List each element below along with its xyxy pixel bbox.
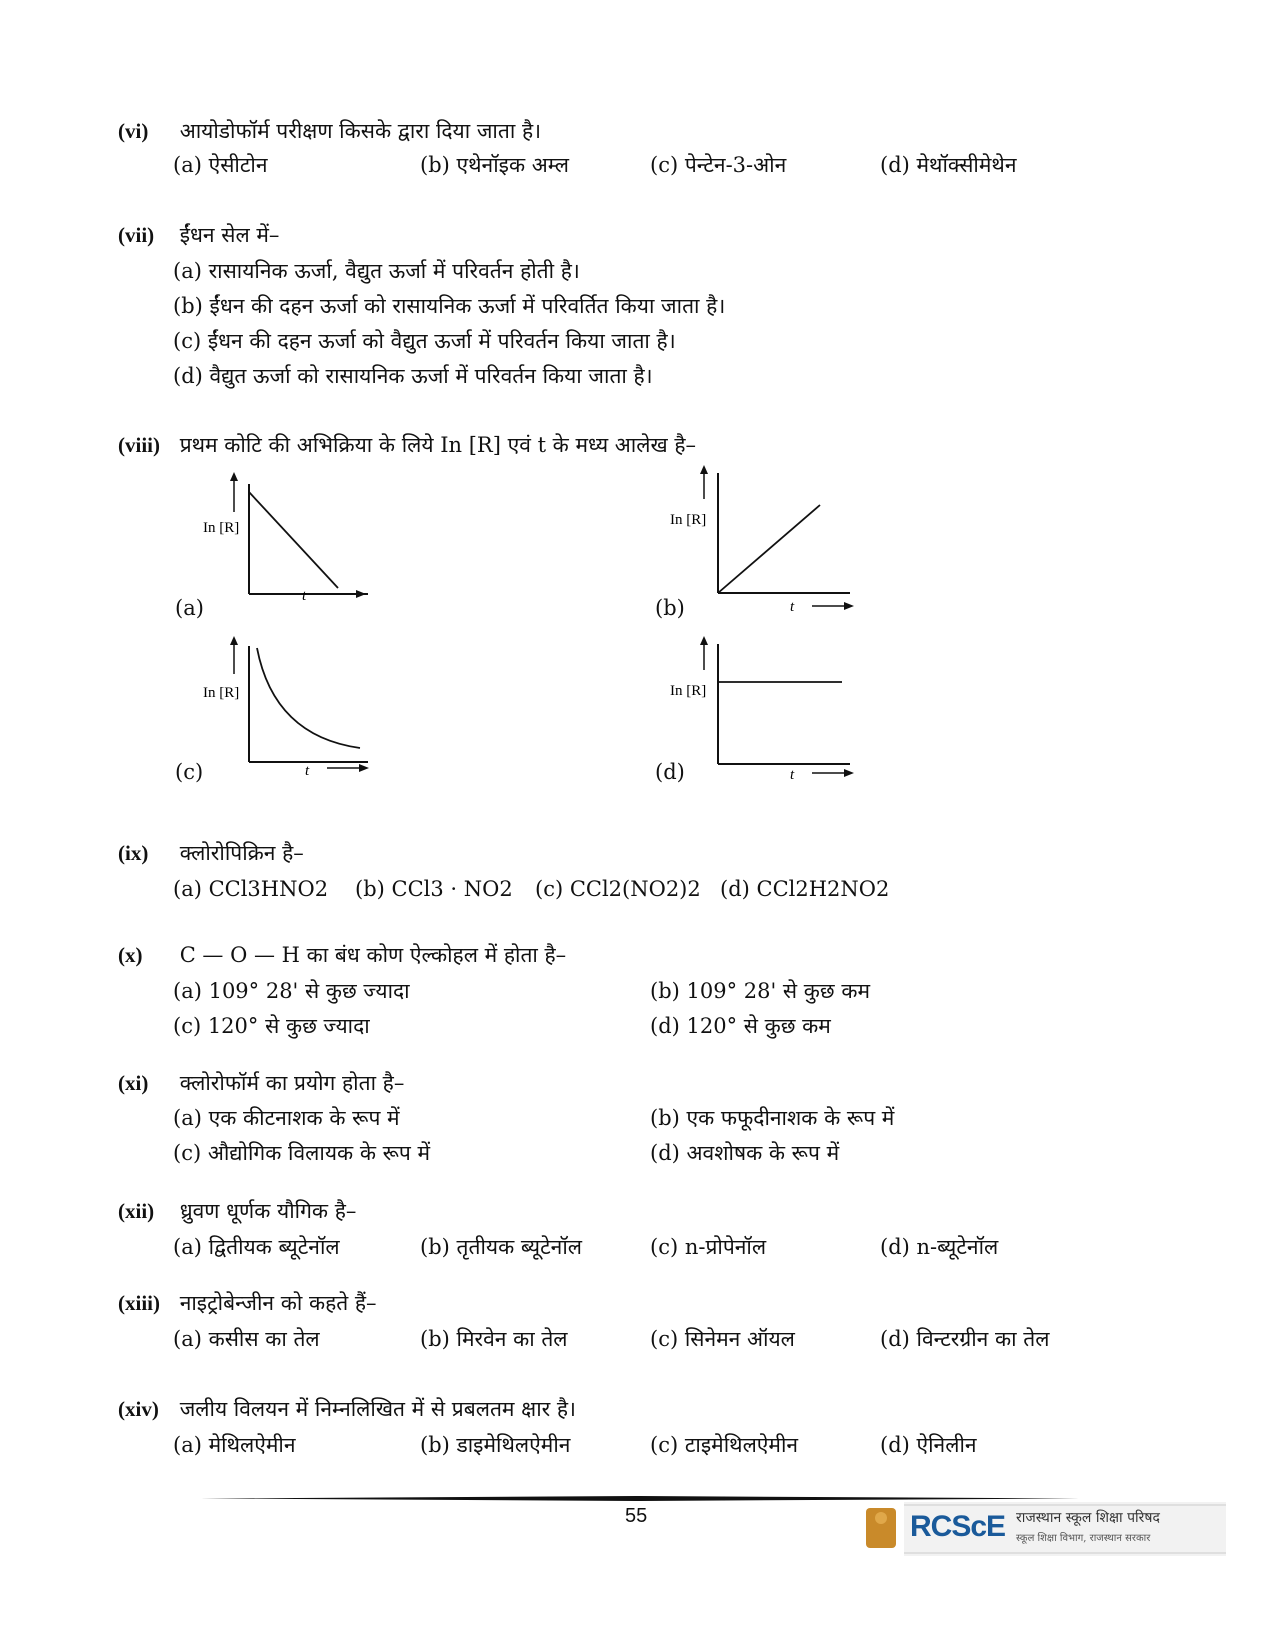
question-text: C — O — H का बंध कोण ऐल्कोहल में होता है–	[179, 943, 567, 967]
graph-c-label: (c)	[175, 760, 204, 784]
option-b: (b) ईंधन की दहन ऊर्जा को रासायनिक ऊर्जा में परिवर्तित किया जाता है।	[173, 294, 726, 318]
question-number: (xiii)	[118, 1291, 160, 1315]
option-d: (d) CCl2H2NO2	[720, 877, 890, 901]
question-xiii	[118, 1288, 377, 1318]
option-b: (b) तृतीयक ब्यूटेनॉल	[420, 1235, 582, 1259]
graph-b-xlabel: t	[790, 599, 795, 615]
question-text: जलीय विलयन में निम्नलिखित में से प्रबलतम क्षार है।	[179, 1397, 577, 1421]
option-b: (b) डाइमेथिलऐमीन	[420, 1433, 571, 1457]
graph-b-line	[718, 505, 820, 593]
option-c: (c) ईंधन की दहन ऊर्जा को वैद्युत ऊर्जा में परिवर्तन किया जाता है।	[173, 329, 676, 353]
question-number: (x)	[118, 943, 143, 967]
option-a: (a) द्वितीयक ब्यूटेनॉल	[173, 1235, 340, 1259]
option-c: (c) पेन्टेन-3-ओन	[650, 153, 787, 177]
graph-d-label: (d)	[655, 760, 685, 784]
question-viii	[118, 430, 696, 460]
question-vii	[118, 220, 279, 250]
option-a: (a) एक कीटनाशक के रूप में	[173, 1106, 400, 1130]
question-ix	[118, 838, 304, 868]
graph-a-line	[249, 492, 338, 588]
option-a: (a) रासायनिक ऊर्जा, वैद्युत ऊर्जा में परिवर्तन होती है।	[173, 259, 580, 283]
question-xi	[118, 1068, 404, 1098]
question-text: ईंधन सेल में–	[179, 223, 280, 247]
graph-a-ylabel: In [R]	[203, 520, 240, 536]
graph-a-label: (a)	[175, 596, 204, 620]
question-text: क्लोरोपिक्रिन है–	[179, 841, 304, 865]
question-number: (ix)	[118, 841, 149, 865]
option-c: (c) 120° से कुछ ज्यादा	[173, 1014, 370, 1038]
logo-text: RCScE	[910, 1510, 1006, 1543]
graph-a-xaxis	[300, 582, 380, 604]
option-d: (d) n-ब्यूटेनॉल	[880, 1235, 999, 1259]
option-a: (a) 109° 28' से कुछ ज्यादा	[173, 979, 410, 1003]
option-c: (c) टाइमेथिलऐमीन	[650, 1433, 799, 1457]
option-d: (d) विन्टरग्रीन का तेल	[880, 1327, 1050, 1351]
option-b: (b) CCl3 · NO2	[355, 877, 513, 901]
logo-subtitle: राजस्थान स्कूल शिक्षा परिषद	[1016, 1510, 1160, 1526]
option-c: (c) n-प्रोपेनॉल	[650, 1235, 767, 1259]
option-d: (d) ऐनिलीन	[880, 1433, 977, 1457]
page-number: 55	[625, 1505, 648, 1527]
graph-c-curve	[257, 648, 360, 748]
graph-a-xlabel: t	[302, 588, 307, 604]
option-a: (a) ऐसीटोन	[173, 153, 268, 177]
question-text: ध्रुवण धूर्णक यौगिक है–	[179, 1199, 357, 1223]
option-a: (a) मेथिलऐमीन	[173, 1433, 296, 1457]
option-d: (d) अवशोषक के रूप में	[650, 1141, 840, 1165]
graph-b-xaxis	[790, 596, 870, 618]
option-b: (b) एथेनॉइक अम्ल	[420, 153, 569, 177]
question-vi	[118, 116, 541, 146]
graph-c-xaxis	[305, 760, 385, 782]
option-d: (d) मेथॉक्सीमेथेन	[880, 153, 1017, 177]
question-number: (xi)	[118, 1071, 149, 1095]
option-c: (c) CCl2(NO2)2	[535, 877, 701, 901]
question-number: (xii)	[118, 1199, 155, 1223]
question-number: (vii)	[118, 223, 155, 247]
graph-c-ylabel: In [R]	[203, 685, 240, 701]
option-c: (c) औद्योगिक विलायक के रूप में	[173, 1141, 431, 1165]
question-x	[118, 940, 566, 970]
option-b: (b) एक फफूदीनाशक के रूप में	[650, 1106, 895, 1130]
option-b: (b) 109° 28' से कुछ कम	[650, 979, 871, 1003]
question-text: प्रथम कोटि की अभिक्रिया के लिये In [R] एवं t के मध्य आलेख है–	[179, 433, 697, 457]
option-d: (d) वैद्युत ऊर्जा को रासायनिक ऊर्जा में परिवर्तन किया जाता है।	[173, 364, 653, 388]
graph-d-xaxis	[790, 764, 870, 786]
option-a: (a) CCl3HNO2	[173, 877, 329, 901]
logo-tagline: स्कूल शिक्षा विभाग, राजस्थान सरकार	[1016, 1533, 1151, 1544]
question-text: क्लोरोफॉर्म का प्रयोग होता है–	[179, 1071, 405, 1095]
question-number: (viii)	[118, 433, 160, 457]
question-number: (vi)	[118, 119, 149, 143]
option-d: (d) 120° से कुछ कम	[650, 1014, 831, 1038]
graph-b-label: (b)	[655, 596, 685, 620]
graph-c-xlabel: t	[305, 763, 310, 779]
option-b: (b) मिरवेन का तेल	[420, 1327, 568, 1351]
graph-c	[200, 636, 380, 768]
option-a: (a) कसीस का तेल	[173, 1327, 320, 1351]
question-number: (xiv)	[118, 1397, 159, 1421]
question-text: नाइट्रोबेन्जीन को कहते हैं–	[179, 1291, 377, 1315]
question-xiv	[118, 1394, 576, 1424]
graph-d	[662, 636, 862, 768]
graph-d-xlabel: t	[790, 767, 795, 783]
option-c: (c) सिनेमन ऑयल	[650, 1327, 795, 1351]
question-text: आयोडोफॉर्म परीक्षण किसके द्वारा दिया जाता है।	[179, 119, 542, 143]
graph-b-ylabel: In [R]	[670, 512, 707, 528]
graph-b	[662, 465, 862, 600]
graph-d-ylabel: In [R]	[670, 683, 707, 699]
rcsce-logo	[866, 1500, 1226, 1560]
question-xii	[118, 1196, 356, 1226]
